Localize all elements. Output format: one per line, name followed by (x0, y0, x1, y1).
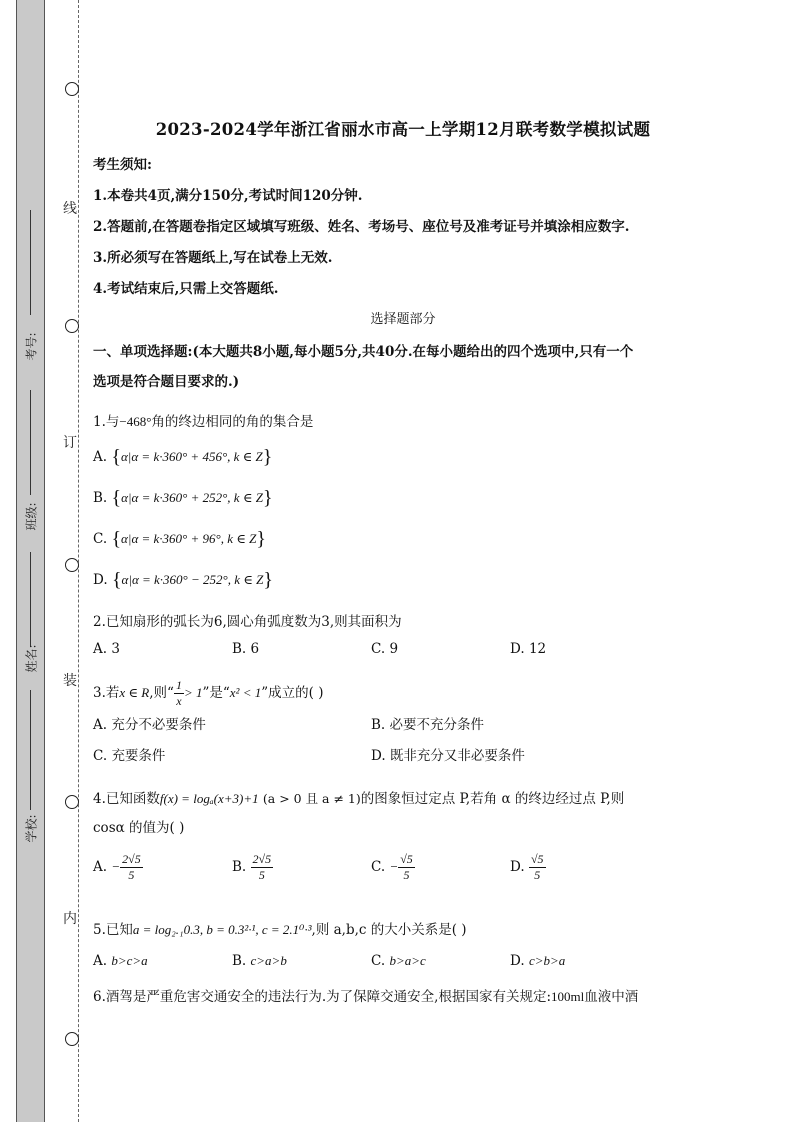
binding-hole (65, 795, 79, 809)
question-5-option-a[interactable]: A. b>c>a (93, 953, 148, 969)
school-label: 学校: (24, 814, 39, 843)
question-3-stem: 3.若x ∈ R,则“ $\frac{1}{x}$ > 1”是“x² < 1”成立的( ) (93, 678, 324, 708)
question-6-stem: 6.酒驾是严重危害交通安全的违法行为.为了保障交通安全,根据国家有关规定:100ml血液中酒 (93, 989, 639, 1005)
question-2-stem: 2.已知扇形的弧长为6,圆心角弧度数为3,则其面积为 (93, 614, 402, 630)
bind-mark-ding: 订 (63, 435, 77, 451)
binding-hole (65, 82, 79, 96)
question-1-option-a[interactable]: A. {α|α = k·360° + 456°, k ∈ Z} (93, 446, 273, 468)
question-1-option-b[interactable]: B. {α|α = k·360° + 252°, k ∈ Z} (93, 487, 273, 509)
binding-hole (65, 558, 79, 572)
question-5-option-d[interactable]: D. c>b>a (510, 953, 566, 969)
question-1-option-d[interactable]: D. {α|α = k·360° − 252°, k ∈ Z} (93, 569, 273, 591)
question-5-stem: 5.已知a = log₂.₁0.3, b = 0.3²·¹, c = 2.1⁰·³,则 a,b,c 的大小关系是( ) (93, 922, 467, 938)
question-5-option-c[interactable]: C. b>a>c (371, 953, 426, 969)
question-2-option-c[interactable]: C. 9 (371, 641, 399, 657)
field-underline (30, 210, 31, 315)
question-3-option-c[interactable]: C. 充要条件 (93, 748, 166, 764)
name-label: 姓名: (24, 644, 39, 673)
page-title: 2023-2024学年浙江省丽水市高一上学期12月联考数学模拟试题 (155, 120, 651, 139)
notice-item: 4.考试结束后,只需上交答题纸. (93, 281, 279, 297)
notice-item: 3.所必须写在答题纸上,写在试卷上无效. (93, 250, 333, 266)
section-title: 选择题部分 (370, 312, 436, 327)
notice-heading: 考生须知: (93, 157, 152, 173)
field-underline (30, 552, 31, 647)
question-4-stem-line2: cosα 的值为( ) (93, 820, 185, 836)
question-4-stem: 4.已知函数f(x) = logₐ(x+3)+1 (a > 0 且 a ≠ 1)的图象恒过定点 P,若角 α 的终边经过点 P,则 (93, 791, 625, 807)
question-3-option-a[interactable]: A. 充分不必要条件 (93, 717, 206, 733)
bind-mark-nei: 内 (63, 911, 77, 927)
field-underline (30, 690, 31, 810)
question-4-option-b[interactable]: B. $\frac{2√5}{5}$ (232, 852, 272, 882)
bind-mark-xian: 线 (63, 201, 77, 217)
question-5-option-b[interactable]: B. c>a>b (232, 953, 287, 969)
binding-hole (65, 319, 79, 333)
class-label: 班级: (24, 502, 39, 531)
question-2-option-a[interactable]: A. 3 (93, 641, 120, 657)
question-3-option-d[interactable]: D. 既非充分又非必要条件 (371, 748, 525, 764)
question-4-option-d[interactable]: D. $\frac{√5}{5}$ (510, 852, 544, 882)
question-4-option-c[interactable]: C. − $\frac{√5}{5}$ (371, 852, 413, 882)
binding-hole (65, 1032, 79, 1046)
question-4-option-a[interactable]: A. − $\frac{2√5}{5}$ (93, 852, 141, 882)
question-1-option-c[interactable]: C. {α|α = k·360° + 96°, k ∈ Z} (93, 528, 266, 550)
notice-item: 2.答题前,在答题卷指定区域填写班级、姓名、考场号、座位号及准考证号并填涂相应数字. (93, 219, 630, 235)
question-2-option-b[interactable]: B. 6 (232, 641, 260, 657)
question-3-option-b[interactable]: B. 必要不充分条件 (371, 717, 485, 733)
question-1-stem: 1.与−468°角的终边相同的角的集合是 (93, 414, 314, 430)
notice-item: 1.本卷共4页,满分150分,考试时间120分钟. (93, 188, 363, 204)
bind-mark-zhuang: 装 (63, 673, 77, 689)
field-underline (30, 390, 31, 495)
fraction: $\frac{1}{x}$ (175, 678, 182, 708)
question-2-option-d[interactable]: D. 12 (510, 641, 547, 657)
exam-number-label: 考号: (24, 332, 39, 361)
section-instruction: 选项是符合题目要求的.) (93, 374, 240, 390)
section-instruction: 一、单项选择题:(本大题共8小题,每小题5分,共40分.在每小题给出的四个选项中,只有一个 (93, 344, 634, 360)
